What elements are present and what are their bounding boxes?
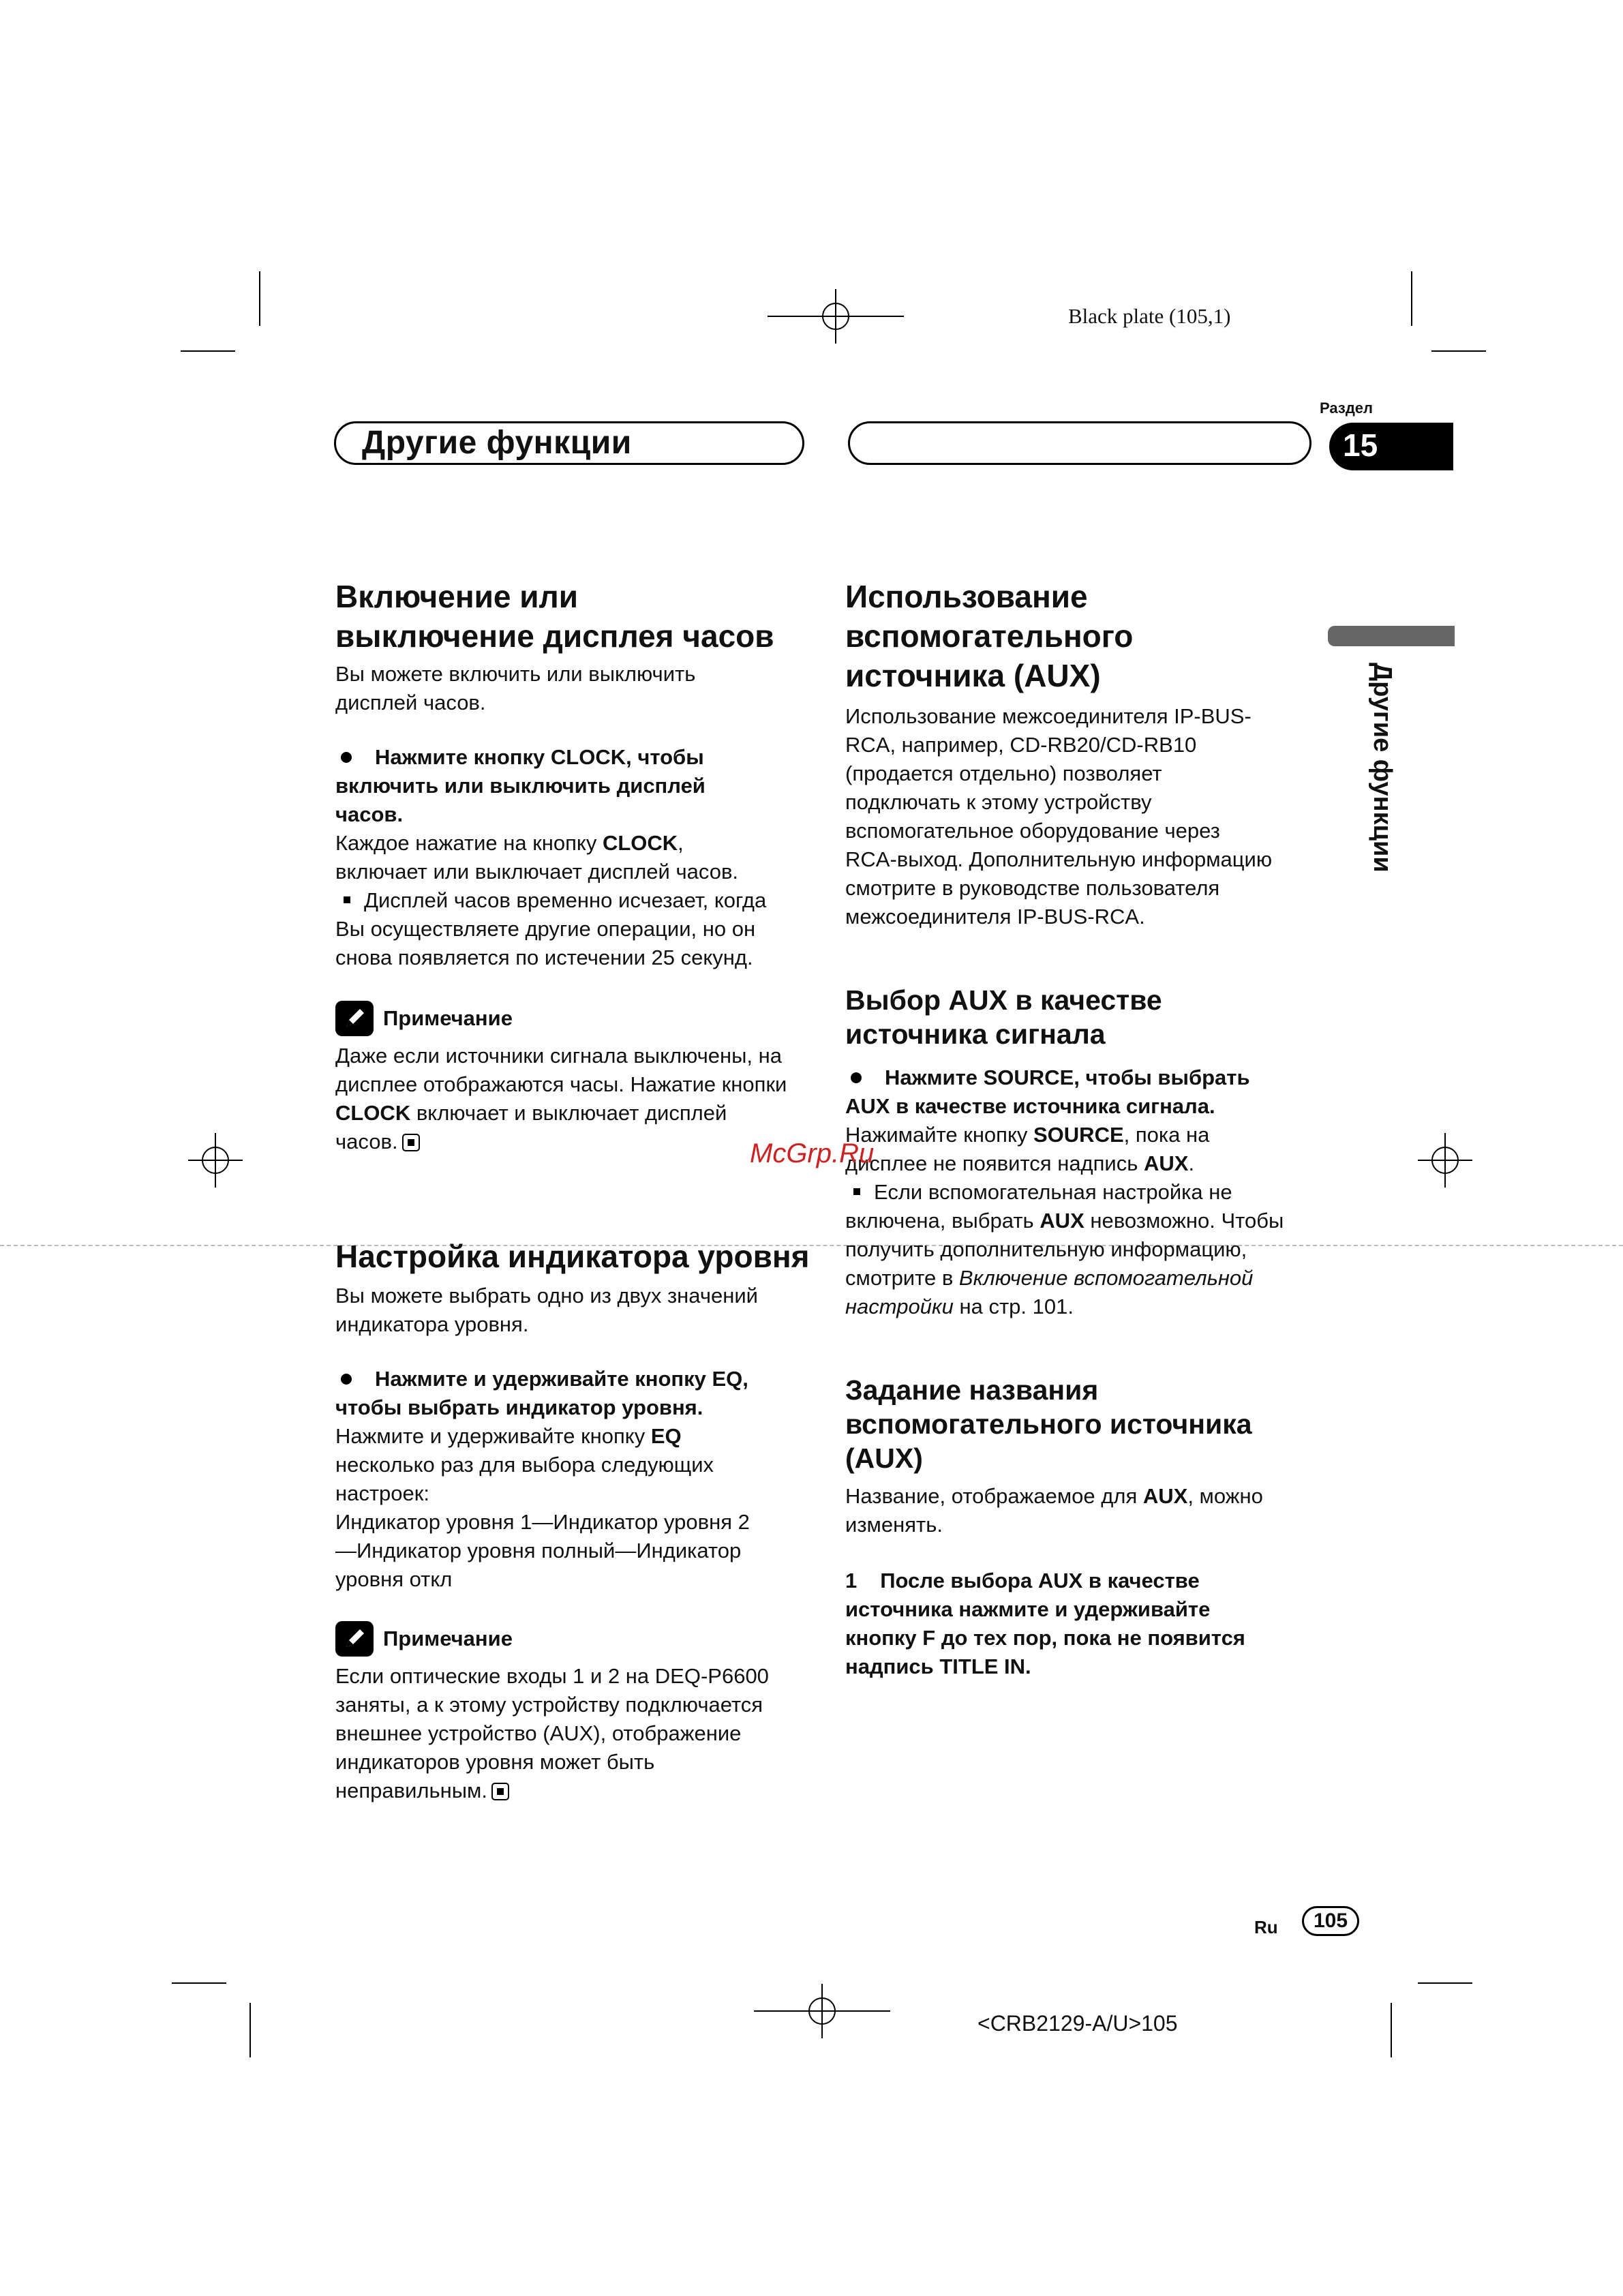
- section-number: 15: [1343, 427, 1378, 463]
- empty-header-pill: [848, 421, 1311, 465]
- page-number-badge: [1302, 1906, 1359, 1936]
- aux-body: Использование межсоединителя IP-BUS- RCA, например, CD-RB20/CD-RB10 (продается отдельно) позволяет подключать к этому устройству вспомогательное оборудование через RCA-выход. Дополнительную информацию смотрите в руководстве пользователя межсоединителя IP-BUS-RCA.: [845, 704, 1273, 928]
- crop-mark: [249, 2003, 251, 2057]
- level-note-header: [335, 1621, 813, 1657]
- end-mark-icon: [491, 1783, 509, 1800]
- crop-mark: [1418, 1982, 1472, 1984]
- crop-mark: [1391, 2003, 1392, 2057]
- registration-mark: [1418, 1133, 1472, 1188]
- level-step: Нажмите и удерживайте кнопку EQ, чтобы выбрать индикатор уровня.: [335, 1367, 748, 1419]
- section-number-badge: [1329, 423, 1453, 470]
- clock-note-header: [335, 1001, 813, 1036]
- watermark: McGrp.Ru: [750, 1138, 875, 1168]
- plate-label: Black plate (105,1): [1068, 304, 1231, 328]
- level-note-title: Примечание: [383, 1627, 513, 1650]
- right-column: [845, 577, 1322, 1681]
- chapter-title: Другие функции: [362, 425, 632, 461]
- side-tab-label: Другие функции: [1368, 663, 1397, 873]
- level-heading: Настройка индикатора уровня: [335, 1239, 810, 1274]
- clock-step: Нажмите кнопку CLOCK, чтобы включить или выключить дисплей часов.: [335, 745, 706, 826]
- registration-mark: [808, 289, 863, 344]
- left-column: [335, 577, 813, 1805]
- pencil-note-icon: [335, 1621, 374, 1657]
- registration-mark: [795, 1984, 849, 2038]
- clock-heading: Включение или выключение дисплея часов: [335, 579, 774, 654]
- select-bullet: Если вспомогательная настройка не включена, выбрать AUX невозможно. Чтобы получить дополнительную информацию, смотрите в Включение вспомогательной настройки на стр. 101.: [845, 1180, 1284, 1318]
- chapter-title-pill: [334, 421, 804, 465]
- side-tab-bar: [1328, 626, 1455, 646]
- clock-note-body: Даже если источники сигнала выключены, на дисплее отображаются часы. Нажатие кнопки CLOCK включает и выключает дисплей часов.: [335, 1044, 787, 1153]
- title-body: Название, отображаемое для AUX, можно изменять.: [845, 1484, 1263, 1537]
- select-heading: Выбор AUX в качестве источника сигнала: [845, 984, 1162, 1050]
- clock-bullet: Дисплей часов временно исчезает, когда Вы осуществляете другие операции, но он снова появляется по истечении 25 секунд.: [335, 888, 767, 969]
- clock-body: Каждое нажатие на кнопку CLOCK, включает или выключает дисплей часов.: [335, 831, 739, 883]
- aux-heading: Использование вспомогательного источника (AUX): [845, 579, 1134, 693]
- crop-mark: [1411, 271, 1412, 326]
- document-code: <CRB2129-A/U>105: [977, 2011, 1178, 2036]
- language-code: Ru: [1254, 1917, 1278, 1937]
- crop-mark: [1431, 350, 1486, 352]
- level-body: Нажмите и удерживайте кнопку EQ несколько раз для выбора следующих настроек: Индикатор уровня 1—Индикатор уровня 2 —Индикатор уровня полный—Индикатор уровня откл: [335, 1424, 750, 1591]
- clock-intro: Вы можете включить или выключить дисплей часов.: [335, 662, 696, 714]
- select-body: Нажимайте кнопку SOURCE, пока на дисплее не появится надпись AUX.: [845, 1123, 1210, 1175]
- registration-mark: [188, 1133, 243, 1188]
- select-step: Нажмите SOURCE, чтобы выбрать AUX в качестве источника сигнала.: [845, 1066, 1250, 1118]
- level-note-body: Если оптические входы 1 и 2 на DEQ-P6600 заняты, а к этому устройству подключается внешнее устройство (AUX), отображение индикаторов уровня может быть неправильным.: [335, 1664, 769, 1802]
- crop-mark: [259, 271, 260, 326]
- crop-mark: [172, 1982, 226, 1984]
- level-intro: Вы можете выбрать одно из двух значений индикатора уровня.: [335, 1284, 758, 1336]
- title-heading: Задание названия вспомогательного источника (AUX): [845, 1374, 1252, 1474]
- end-mark-icon: [402, 1134, 420, 1151]
- pencil-note-icon: [335, 1001, 374, 1036]
- crop-mark: [181, 350, 235, 352]
- page-number: 105: [1313, 1909, 1348, 1932]
- clock-note-title: Примечание: [383, 1006, 513, 1030]
- title-step: 1 После выбора AUX в качестве источника нажмите и удерживайте кнопку F до тех пор, пока не появится надпись TITLE IN.: [845, 1569, 1245, 1678]
- section-word: Раздел: [1320, 399, 1373, 417]
